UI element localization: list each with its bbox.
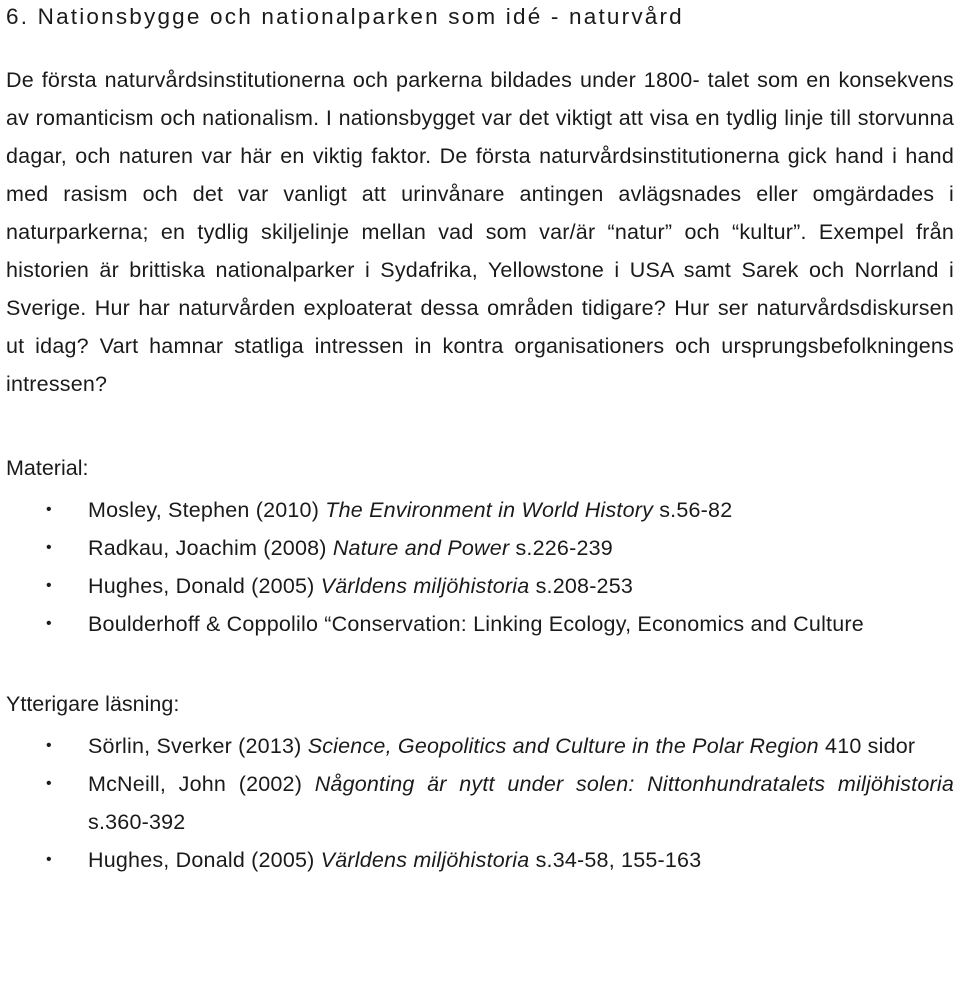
further-reading-label: Ytterigare läsning: — [6, 692, 180, 716]
list-item — [6, 727, 954, 765]
reference-title: Världens miljöhistoria — [320, 574, 530, 598]
reference-title: The Environment in World History — [325, 498, 654, 522]
bullet-icon: • — [46, 851, 52, 868]
reference-pages: s.360-392 — [88, 810, 186, 834]
bullet-icon: • — [46, 539, 52, 556]
list-item — [6, 605, 954, 643]
reference-title: Någonting är nytt under solen: Nittonhundratalets miljöhistoria — [314, 772, 954, 796]
bullet-icon: • — [46, 615, 52, 632]
reference-title: Nature and Power — [332, 536, 510, 560]
bullet-icon: • — [46, 737, 52, 754]
reference-author: Hughes, Donald (2005) — [88, 574, 321, 598]
bullet-icon: • — [46, 501, 52, 518]
reference-pages: 410 sidor — [818, 734, 916, 758]
reference-title: Världens miljöhistoria — [320, 848, 530, 872]
reference-author: Hughes, Donald (2005) — [88, 848, 321, 872]
reference-pages: s.226-239 — [509, 536, 613, 560]
reference-pages: s.34-58, 155-163 — [529, 848, 702, 872]
reference-author: Boulderhoff & Coppolilo “Conservation: Linking Ecology, Economics and Culture — [88, 612, 864, 636]
body-paragraph: De första naturvårdsinstitutionerna och parkerna bildades under 1800- talet som en konsekvens av romanticism och nationalism. I nationsbygget var det viktigt att visa en tydlig linje till storvunna dagar, och naturen var här en viktig faktor. De första naturvårdsinstitutionerna gick hand i hand med rasism och det var vanligt att urinvånare antingen avlägsnades eller omgärdades i naturparkerna; en tydlig skiljelinje mellan vad som var/är “natur” och “kultur”. Exempel från historien är brittiska nationalparker i Sydafrika, Yellowstone i USA samt Sarek och Norrland i Sverige. Hur har naturvården exploaterat dessa områden tidigare? Hur ser naturvårdsdiskursen ut idag? Vart hamnar statliga intressen in kontra organisationers och ursprungsbefolkningens intressen? — [6, 68, 954, 396]
reference-pages: s.208-253 — [529, 574, 634, 598]
material-list — [6, 491, 954, 643]
list-item — [6, 529, 954, 567]
list-item — [6, 765, 954, 841]
bullet-icon: • — [46, 775, 52, 792]
list-item — [6, 567, 954, 605]
list-item — [6, 491, 954, 529]
reference-title: Science, Geopolitics and Culture in the Polar Region — [307, 734, 819, 758]
reference-pages: s.56-82 — [653, 498, 733, 522]
document-page — [6, 0, 954, 879]
reference-author: Radkau, Joachim (2008) — [88, 536, 333, 560]
list-item — [6, 841, 954, 879]
bullet-icon: • — [46, 577, 52, 594]
reference-author: Mosley, Stephen (2010) — [88, 498, 326, 522]
further-reading-list — [6, 727, 954, 879]
section-heading: 6. Nationsbygge och nationalparken som idé - naturvård — [6, 4, 684, 29]
material-label: Material: — [6, 456, 89, 480]
reference-author: McNeill, John (2002) — [88, 772, 315, 796]
reference-author: Sörlin, Sverker (2013) — [88, 734, 308, 758]
